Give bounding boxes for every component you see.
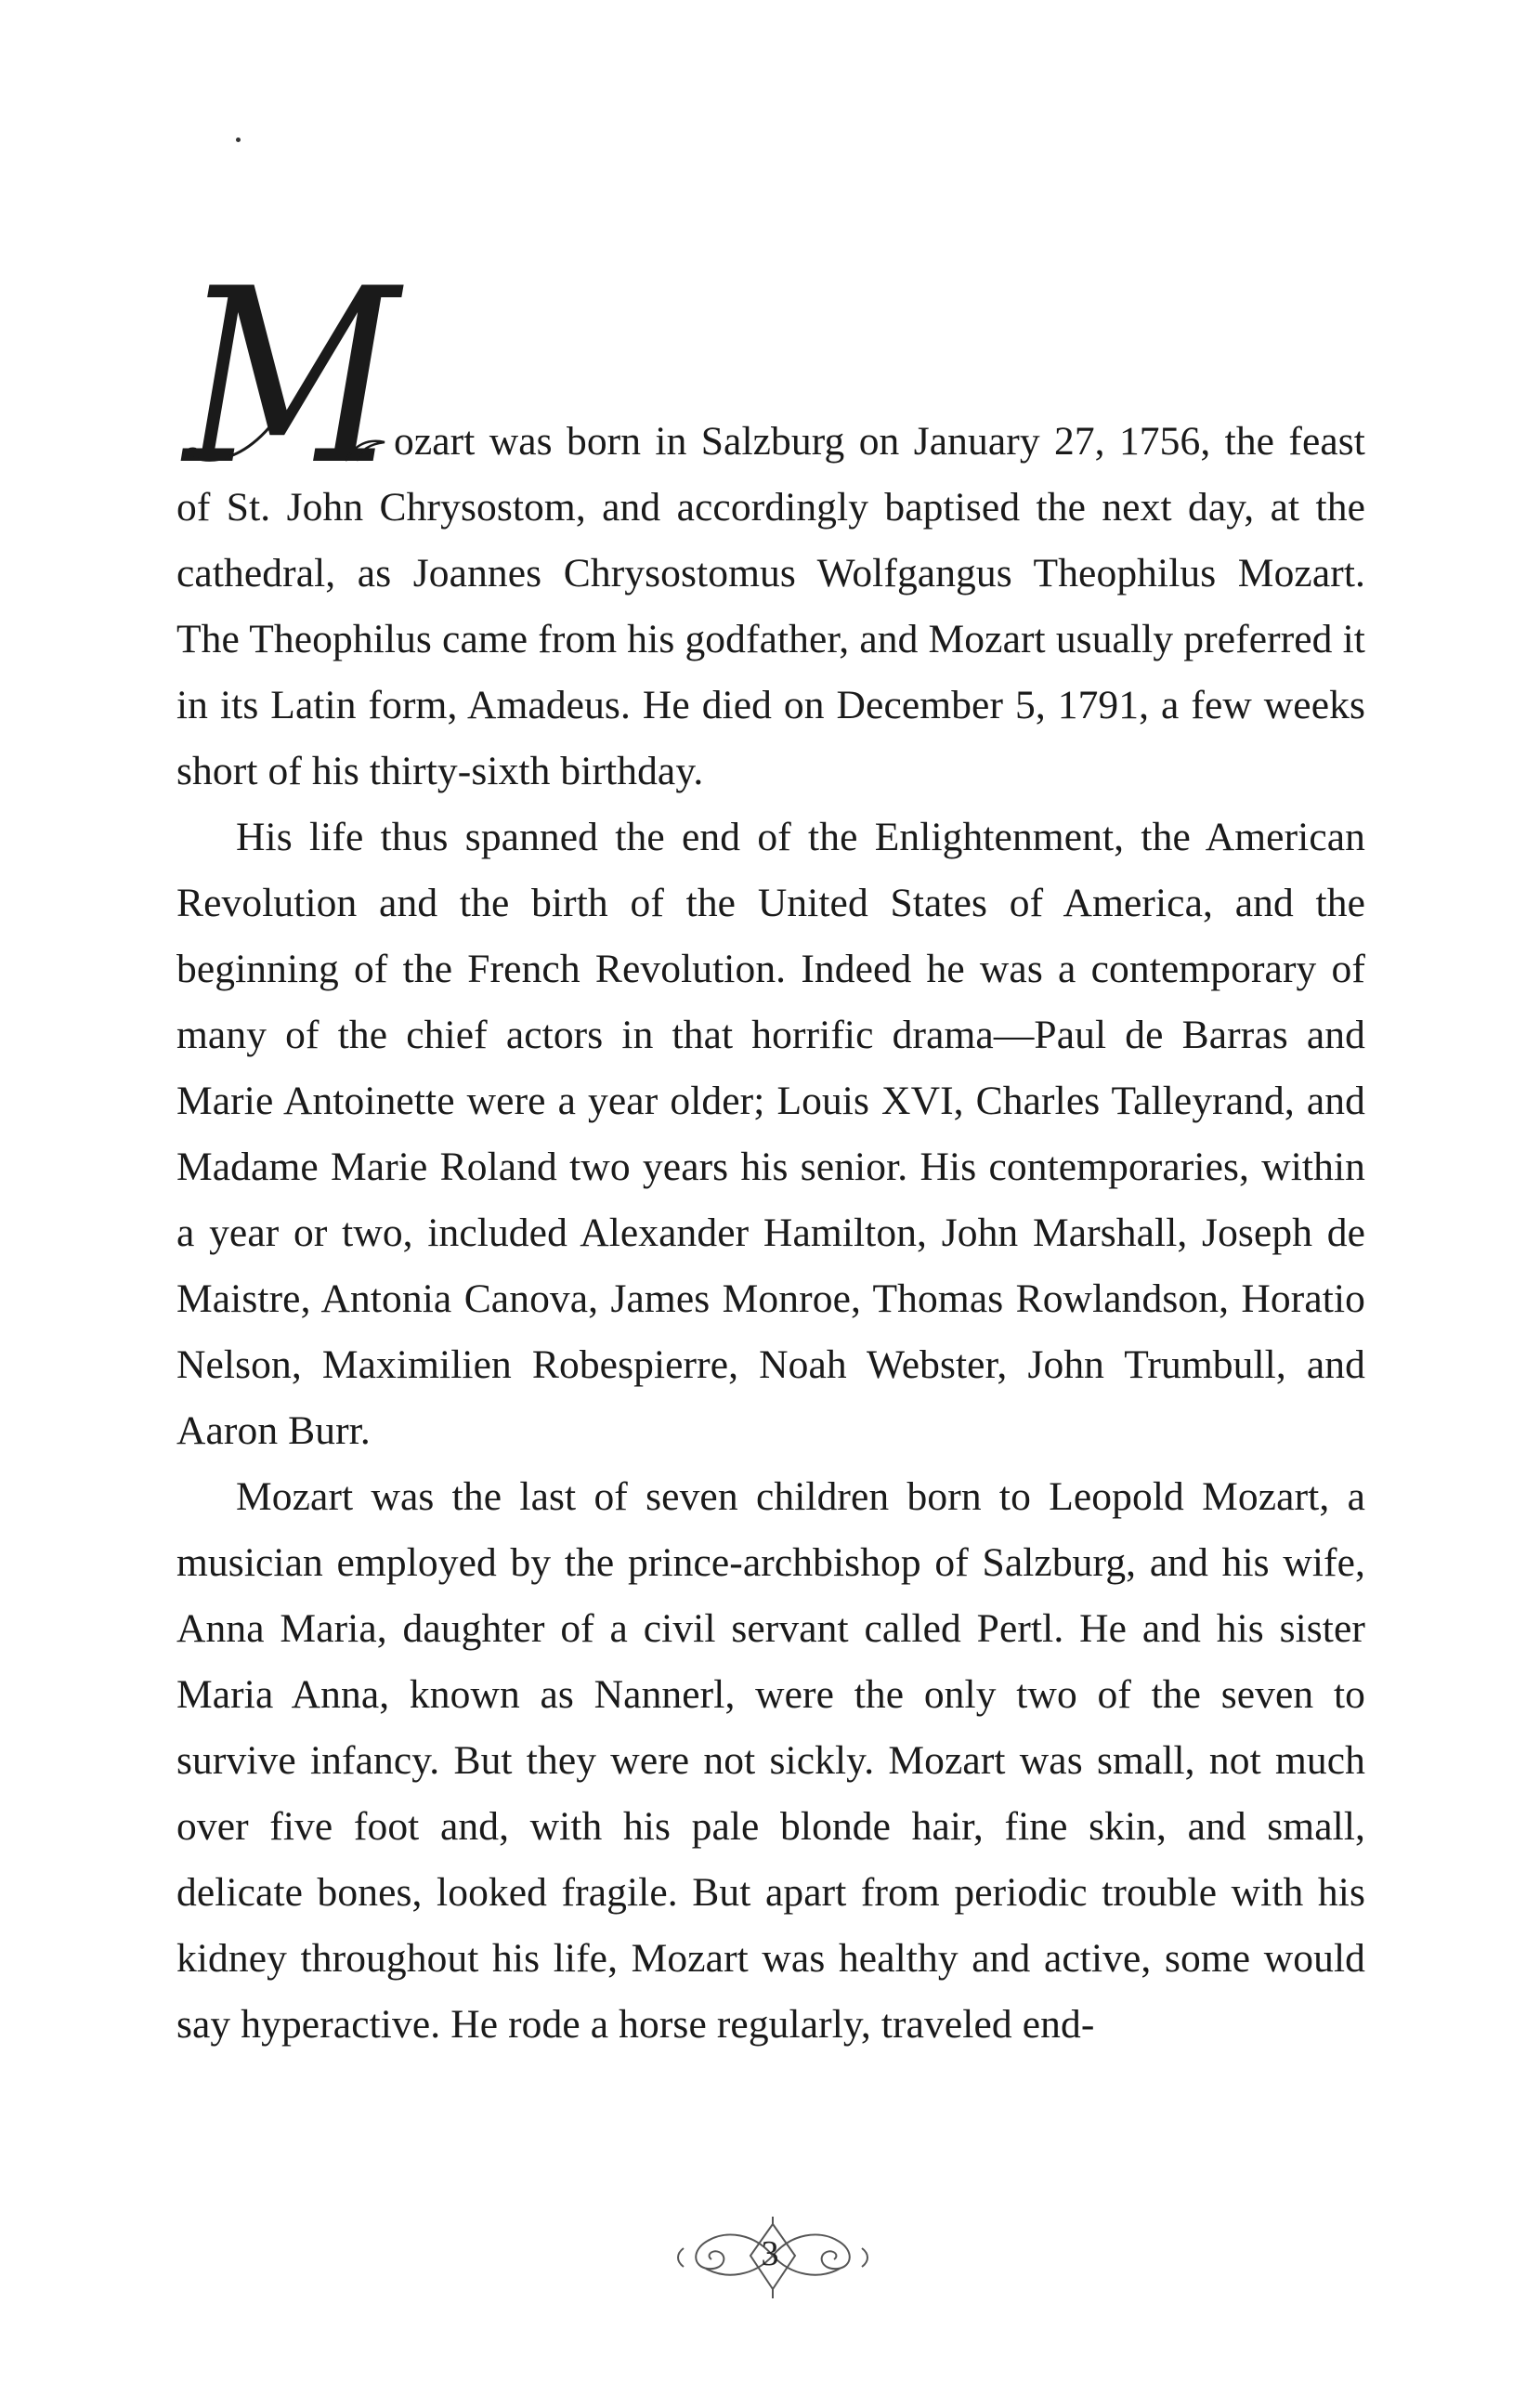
body-text	[176, 409, 1365, 2058]
paragraph-2: His life thus spanned the end of the Enlightenment, the American Revolution and the birth of the United States of America, and the beginning of the French Revolution. Indeed he was a contemporary of many of the chief actors in that horrific drama—Paul de Barras and Marie Antoinette were a year older; Louis XVI, Charles Talleyrand, and Madame Marie Roland two years his senior. His contemporaries, within a year or two, included Alexander Hamilton, John Marshall, Joseph de Maistre, Antonia Canova, James Monroe, Thomas Rowlandson, Horatio Nelson, Maximilien Robespierre, Noah Webster, John Trumbull, and Aaron Burr.	[176, 815, 1365, 1453]
page-number: 3	[761, 2234, 779, 2273]
paragraph-1-rest: of St. John Chrysostom, and accordingly baptised the next day, at the cathedral, as Joannes Chrysostomus Wolfgangus Theophilus Mozart. The Theophilus came from his godfather, and Mozart usually preferred it in its Latin form, Amadeus. He died on December 5, 1791, a few weeks short of his thirty-sixth birthday.	[176, 485, 1365, 793]
ornament-end-left	[678, 2248, 684, 2267]
ornament-end-right	[862, 2248, 867, 2267]
page-speck	[236, 137, 241, 142]
paragraph-3: Mozart was the last of seven children born to Leopold Mozart, a musician employed by the prince-archbishop of Salzburg, and his wife, Anna Maria, daughter of a civil servant called Pertl. He and his sister Maria Anna, known as Nannerl, were the only two of the seven to survive infancy. But they were not sickly. Mozart was small, not much over five foot and, with his pale blonde hair, fine skin, and small, delicate bones, looked fragile. But apart from periodic trouble with his kidney throughout his life, Mozart was healthy and active, some would say hyperactive. He rode a horse regularly, traveled end-	[176, 1474, 1365, 2047]
dropcap-letter: M	[180, 279, 405, 474]
first-line-text: ozart was born in Salzburg on January 27, 1756, the feast	[394, 419, 1365, 464]
paragraph-1	[176, 409, 1365, 805]
